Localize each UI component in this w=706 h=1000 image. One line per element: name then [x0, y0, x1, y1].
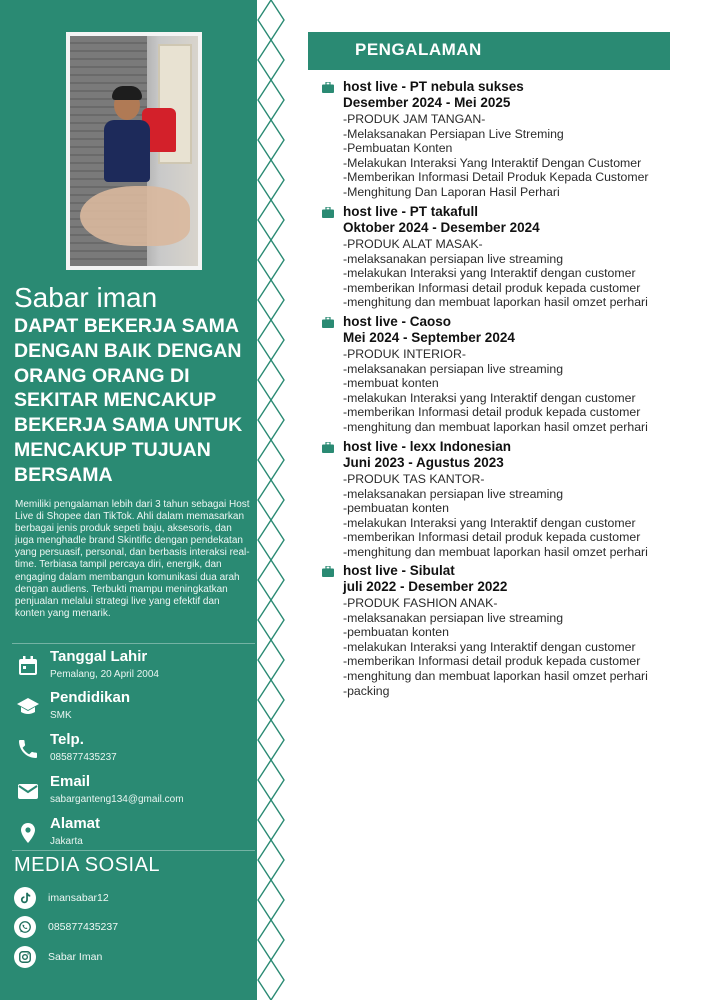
social-handle: imansabar12 — [48, 892, 109, 904]
email-icon — [16, 779, 40, 803]
contact-label: Email — [50, 773, 91, 790]
job-period: Desember 2024 - Mei 2025 — [343, 95, 511, 110]
profile-photo — [70, 36, 198, 266]
job-detail: -PRODUK TAS KANTOR- — [343, 472, 485, 486]
job-detail: -Melaksanakan Persiapan Live Streming — [343, 126, 564, 141]
job-detail: -melaksanakan persiapan live streaming — [343, 610, 564, 625]
job-detail: -menghitung dan membuat laporkan hasil omzet perhari — [343, 668, 648, 683]
contact-label: Telp. — [50, 731, 84, 748]
job-period: juli 2022 - Desember 2022 — [343, 579, 508, 594]
job-detail: -pembuatan konten — [343, 501, 449, 516]
social-instagram[interactable] — [14, 946, 254, 970]
job-period: Juni 2023 - Agustus 2023 — [343, 455, 504, 470]
job-detail: -melakukan Interaksi yang Interaktif dengan customer — [343, 639, 636, 654]
social-whatsapp[interactable] — [14, 916, 254, 940]
job-detail: -memberikan Informasi detail produk kepada customer — [343, 280, 641, 295]
job-detail: -menghitung dan membuat laporkan hasil omzet perhari — [343, 295, 648, 310]
briefcase-icon — [322, 566, 334, 577]
job-title: host live - Sibulat — [343, 563, 455, 578]
profile-photo-frame — [66, 32, 202, 270]
social-handle: Sabar Iman — [48, 951, 103, 963]
experience-heading: PENGALAMAN — [355, 40, 482, 59]
profile-tagline: DAPAT BEKERJA SAMA DENGAN BAIK DENGAN ORANG ORANG DI SEKITAR MENCAKUP BEKERJA SAMA UNTUK MENCAKUP TUJUAN BERSAMA — [14, 315, 243, 486]
briefcase-icon — [322, 207, 334, 218]
contact-label: Pendidikan — [50, 689, 131, 706]
location-pin-icon — [16, 821, 40, 845]
job-detail: -packing — [343, 683, 390, 698]
contact-education — [0, 689, 257, 731]
job-detail: -membuat konten — [343, 376, 439, 391]
social-handle: 085877435237 — [48, 921, 119, 933]
job-detail: -melakukan Interaksi yang Interaktif dengan customer — [343, 390, 636, 405]
media-social-title: MEDIA SOSIAL — [14, 854, 161, 876]
contact-value: 085877435237 — [50, 752, 117, 763]
job-detail: -melaksanakan persiapan live streaming — [343, 361, 564, 376]
experience-header — [308, 32, 670, 70]
job-detail: -memberikan Informasi detail produk kepada customer — [343, 654, 641, 669]
job-title: host live - Caoso — [343, 314, 452, 329]
contact-phone — [0, 731, 257, 773]
calendar-icon — [16, 654, 40, 678]
contact-label: Alamat — [50, 815, 101, 832]
job-detail: -Menghitung Dan Laporan Hasil Perhari — [343, 184, 560, 199]
profile-about: Memiliki pengalaman lebih dari 3 tahun sebagai Host Live di Shopee dan TikTok. Ahli dalam memasarkan berbagai jenis produk sepeti baju, aksesoris, dan juga menghadle brand Skintific dengan pendekatan yang persuasif, personal, dan berbasis interaksi real-time. Terbiasa tampil percaya diri, energik, dan engaging dalam membangun komunikasi dua arah dengan audiens. Terbukti mampu meningkatkan penjualan melalui strategi live yang efektif dan konten yang menarik. — [15, 499, 250, 619]
profile-name: Sabar iman — [14, 282, 158, 313]
decorative-lattice — [257, 0, 285, 1000]
phone-icon — [16, 737, 40, 761]
contact-label: Tanggal Lahir — [50, 648, 148, 665]
job-title: host live - lexx Indonesian — [343, 439, 512, 454]
divider — [12, 850, 255, 851]
job-details — [343, 596, 648, 698]
job-detail: -Melakukan Interaksi Yang Interaktif Dengan Customer — [343, 155, 642, 170]
job-detail: -Pembuatan Konten — [343, 141, 453, 156]
job-detail: -PRODUK INTERIOR- — [343, 347, 466, 361]
job-detail: -melaksanakan persiapan live streaming — [343, 251, 564, 266]
briefcase-icon — [322, 82, 334, 93]
job-title: host live - PT takafull — [343, 204, 479, 219]
sidebar — [0, 0, 257, 1000]
social-tiktok[interactable] — [14, 887, 254, 911]
briefcase-icon — [322, 442, 334, 453]
job-details — [343, 237, 648, 310]
job-detail: -memberikan Informasi detail produk kepada customer — [343, 530, 641, 545]
graduation-cap-icon — [16, 695, 40, 719]
job-title: host live - PT nebula sukses — [343, 79, 524, 94]
job-details — [343, 347, 648, 435]
job-detail: -PRODUK ALAT MASAK- — [343, 237, 483, 251]
whatsapp-icon — [18, 920, 32, 934]
divider — [12, 643, 255, 644]
job-detail: -menghitung dan membuat laporkan hasil omzet perhari — [343, 419, 648, 434]
contact-value: sabarganteng134@gmail.com — [50, 794, 184, 805]
job-detail: -memberikan Informasi detail produk kepada customer — [343, 405, 641, 420]
job-detail: -pembuatan konten — [343, 625, 449, 640]
job-detail: -PRODUK JAM TANGAN- — [343, 112, 486, 126]
job-period: Mei 2024 - September 2024 — [343, 330, 515, 345]
job-details — [343, 112, 649, 200]
job-detail: -melakukan Interaksi yang Interaktif dengan customer — [343, 266, 636, 281]
contact-email — [0, 773, 257, 815]
briefcase-icon — [322, 317, 334, 328]
contact-value: SMK — [50, 710, 72, 721]
contact-birthdate — [0, 648, 257, 690]
job-detail: -Memberikan Informasi Detail Produk Kepada Customer — [343, 170, 649, 185]
job-detail: -menghitung dan membuat laporkan hasil omzet perhari — [343, 544, 648, 559]
contact-value: Jakarta — [50, 836, 83, 847]
job-detail: -melakukan Interaksi yang Interaktif dengan customer — [343, 515, 636, 530]
instagram-icon — [18, 950, 32, 964]
job-detail: -PRODUK FASHION ANAK- — [343, 596, 498, 610]
job-detail: -melaksanakan persiapan live streaming — [343, 486, 564, 501]
contact-value: Pemalang, 20 April 2004 — [50, 669, 159, 680]
job-period: Oktober 2024 - Desember 2024 — [343, 220, 540, 235]
tiktok-icon — [18, 891, 32, 905]
job-details — [343, 472, 648, 560]
